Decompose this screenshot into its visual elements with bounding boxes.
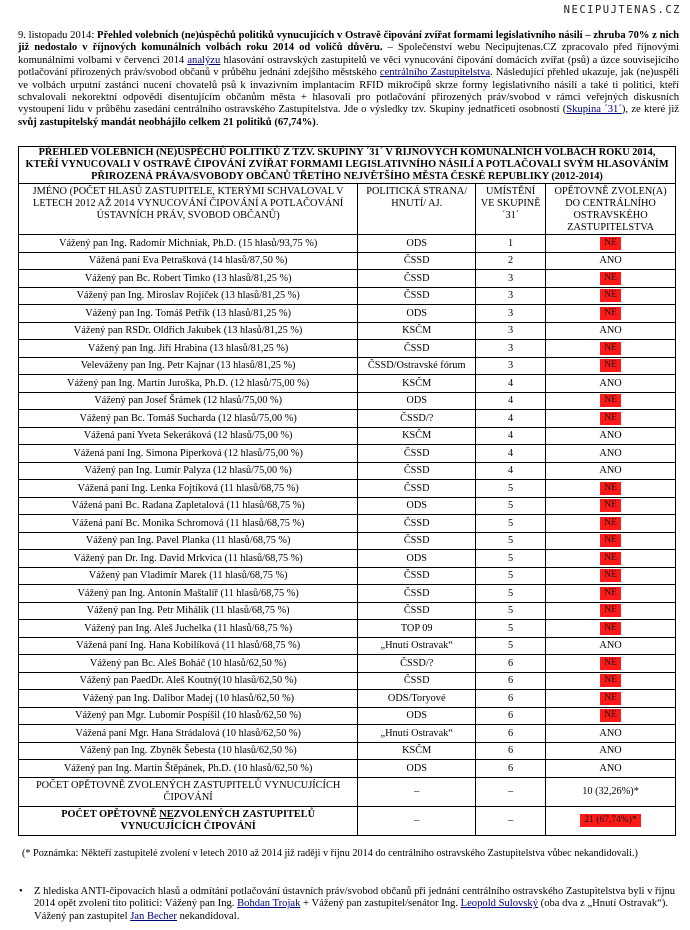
not-reelected-badge: NE — [600, 534, 621, 547]
not-reelected-badge: NE — [600, 272, 621, 285]
cell-name: Veleváženy pan Ing. Petr Kajnar (13 hlasů/81,25 %) — [19, 357, 358, 375]
cell-party: ČSSD — [358, 480, 476, 498]
cell-rank: 5 — [476, 515, 546, 533]
not-reelected-badge: NE — [600, 517, 621, 530]
analysis-link[interactable]: analýzu — [187, 54, 221, 66]
not-reelected-badge: NE — [600, 552, 621, 565]
cell-name: Vážená paní Yveta Sekeráková (12 hlasů/75,00 %) — [19, 427, 358, 445]
cell-party: ČSSD — [358, 287, 476, 305]
not-reelected-badge: NE — [600, 657, 621, 670]
summary-rank: – — [476, 806, 546, 835]
table-row — [19, 707, 676, 725]
cell-party: ČSSD — [358, 567, 476, 585]
cell-reelected — [546, 305, 676, 323]
cell-reelected — [546, 497, 676, 515]
cell-reelected: ANO — [546, 760, 676, 778]
cell-name: Vážený pan Josef Šrámek (12 hlasů/75,00 %) — [19, 392, 358, 410]
cell-party: ČSSD/? — [358, 410, 476, 428]
cell-party: ČSSD — [358, 252, 476, 270]
cell-name: Vážený pan Ing. Martin Juroška, Ph.D. (12 hlasů/75,00 %) — [19, 375, 358, 393]
cell-rank: 5 — [476, 532, 546, 550]
cell-reelected: ANO — [546, 427, 676, 445]
table-row — [19, 497, 676, 515]
cell-rank: 6 — [476, 760, 546, 778]
cell-reelected — [546, 235, 676, 253]
cell-name: Vážený pan Bc. Aleš Boháč (10 hlasů/62,50 %) — [19, 655, 358, 673]
cell-party: ČSSD/? — [358, 655, 476, 673]
intro-text: ), ze které již — [621, 104, 679, 116]
cell-party: ČSSD — [358, 340, 476, 358]
table-row — [19, 532, 676, 550]
cell-rank: 6 — [476, 742, 546, 760]
not-reelected-badge: NE — [600, 692, 621, 705]
cell-name: Vážený pan Ing. Martin Štěpánek, Ph.D. (10 hlasů/62,50 %) — [19, 760, 358, 778]
results-table — [18, 146, 676, 836]
cell-reelected: ANO — [546, 742, 676, 760]
cell-rank: 5 — [476, 480, 546, 498]
cell-name: Vážený pan RSDr. Oldřich Jakubek (13 hlasů/81,25 %) — [19, 322, 358, 340]
cell-party: „Hnutí Ostravak“ — [358, 725, 476, 743]
cell-name: Vážený pan Bc. Robert Timko (13 hlasů/81,25 %) — [19, 270, 358, 288]
cell-name: Vážená paní Ing. Hana Kobilíková (11 hlasů/68,75 %) — [19, 637, 358, 655]
table-row — [19, 235, 676, 253]
cell-rank: 3 — [476, 287, 546, 305]
not-reelected-badge: NE — [600, 587, 621, 600]
not-reelected-badge: NE — [600, 289, 621, 302]
cell-rank: 4 — [476, 392, 546, 410]
cell-party: ODS — [358, 550, 476, 568]
cell-party: KSČM — [358, 742, 476, 760]
not-reelected-badge: NE — [600, 412, 621, 425]
cell-party: ČSSD — [358, 672, 476, 690]
table-row — [19, 252, 676, 270]
cell-rank: 3 — [476, 270, 546, 288]
cell-rank: 3 — [476, 340, 546, 358]
table-header-row — [19, 184, 676, 235]
cell-rank: 5 — [476, 637, 546, 655]
cell-name: Vážený pan Ing. Tomáš Petřík (13 hlasů/81,25 %) — [19, 305, 358, 323]
cell-party: ODS/Toryové — [358, 690, 476, 708]
cell-reelected — [546, 585, 676, 603]
cell-reelected: ANO — [546, 375, 676, 393]
cell-name: Vážený pan Ing. Miroslav Rojíček (13 hlasů/81,25 %) — [19, 287, 358, 305]
cell-party: ODS — [358, 235, 476, 253]
summary-rank: – — [476, 777, 546, 806]
cell-rank: 5 — [476, 602, 546, 620]
cell-reelected: ANO — [546, 445, 676, 463]
cell-name: Vážený pan Ing. Radomír Michniak, Ph.D. (15 hlasů/93,75 %) — [19, 235, 358, 253]
cell-name: Vážený pan Ing. Lumír Palyza (12 hlasů/75,00 %) — [19, 462, 358, 480]
cell-reelected — [546, 690, 676, 708]
table-row — [19, 655, 676, 673]
table-row — [19, 287, 676, 305]
not-reelected-badge: NE — [600, 237, 621, 250]
cell-name: Vážený pan Bc. Tomáš Sucharda (12 hlasů/75,00 %) — [19, 410, 358, 428]
cell-rank: 3 — [476, 322, 546, 340]
cell-reelected — [546, 567, 676, 585]
summary-label: POČET OPĚTOVNĚ ZVOLENÝCH ZASTUPITELŮ VYNUCUJÍCÍCH ČIPOVÁNÍ — [19, 777, 358, 806]
cell-reelected — [546, 270, 676, 288]
group31-link[interactable]: Skupina ´31´ — [566, 104, 622, 116]
cell-rank: 6 — [476, 707, 546, 725]
cell-reelected — [546, 287, 676, 305]
cell-reelected: ANO — [546, 252, 676, 270]
table-row — [19, 305, 676, 323]
cell-reelected — [546, 410, 676, 428]
summary-party: – — [358, 777, 476, 806]
cell-name: Vážený pan Ing. Petr Mihálik (11 hlasů/68,75 %) — [19, 602, 358, 620]
cell-name: Vážená paní Ing. Simona Piperková (12 hlasů/75,00 %) — [19, 445, 358, 463]
cell-reelected — [546, 340, 676, 358]
bullet-dot: • — [19, 886, 23, 897]
cell-rank: 6 — [476, 725, 546, 743]
not-reelected-badge: NE — [600, 342, 621, 355]
table-row — [19, 760, 676, 778]
cell-name: Vážený pan Ing. Jiří Hrabina (13 hlasů/81,25 %) — [19, 340, 358, 358]
cell-rank: 6 — [476, 655, 546, 673]
cell-name: Vážený pan Ing. Zbyněk Šebesta (10 hlasů/62,50 %) — [19, 742, 358, 760]
bullet-item: • Z hlediska ANTI-čipovacích hlasů a odmítání potlačování ústavních práv/svobod občanů při jednání centrálního ostravského Zastupitelstva byli v říjnu 2014 opět zvoleni tito politici: Vážený pan Ing. Bohdan Trojak + Vážený pan zastupitel/senátor Ing. Leopold Sulovský (oba dva z „Hnutí Ostravak“). Vážený pan zastupitel Jan Becher nekandidoval. — [19, 886, 676, 922]
cell-name: Vážená paní Bc. Monika Schromová (11 hlasů/68,75 %) — [19, 515, 358, 533]
cell-reelected: ANO — [546, 637, 676, 655]
table-row — [19, 375, 676, 393]
cell-name: Vážený pan Dr. Ing. David Mrkvica (11 hlasů/68,75 %) — [19, 550, 358, 568]
table-row — [19, 445, 676, 463]
not-reelected-badge: NE — [600, 569, 621, 582]
cell-name: Vážený pan Ing. Aleš Juchelka (11 hlasů/68,75 %) — [19, 620, 358, 638]
summary-value: 10 (32,26%)* — [546, 777, 676, 806]
cell-party: „Hnutí Ostravak“ — [358, 637, 476, 655]
intro-text: . Následující přehled ukazuje, jak (ne)uspěli ve volbách urputní zastánci nucení chovatelů psů k invazivním implantacím RFID mikročipů skrze formy legislativního násilí a také ti politici, kteří schvalovali nekorektní odpovědi disentujícím občanům města + hlasovali pro potlačování přirozených práv/svobod v rámci veřejných diskusních vystoupení lidu v průběhu zasedání centrálního ostravského Zastupitelstva. Jde o výsledky tzv. Skupiny jednatřiceti osobností ( — [18, 67, 680, 116]
cell-party: ČSSD/Ostravské fórum — [358, 357, 476, 375]
header-name: JMÉNO (POČET HLASŮ ZASTUPITELE, KTERÝMI SCHVALOVAL V LETECH 2012 AŽ 2014 VYNUCOVÁNÍ ČIPOVÁNÍ A POTLAČOVÁNÍ ÚSTAVNÍCH PRÁV, SVOBOD OBČANŮ) — [19, 184, 358, 235]
cell-party: ČSSD — [358, 532, 476, 550]
cell-rank: 3 — [476, 305, 546, 323]
cell-party: ČSSD — [358, 445, 476, 463]
cell-rank: 5 — [476, 567, 546, 585]
cell-rank: 4 — [476, 375, 546, 393]
table-row — [19, 585, 676, 603]
cell-reelected — [546, 515, 676, 533]
cell-reelected — [546, 357, 676, 375]
cell-reelected — [546, 550, 676, 568]
cell-reelected — [546, 392, 676, 410]
summary-value — [546, 806, 676, 835]
cell-reelected — [546, 480, 676, 498]
site-logo-text: NECIPUJTENAS.CZ — [563, 4, 681, 16]
intro-text: . — [315, 116, 319, 128]
table-row — [19, 620, 676, 638]
not-reelected-badge: NE — [600, 622, 621, 635]
not-reelected-badge: NE — [600, 604, 621, 617]
cell-party: ČSSD — [358, 602, 476, 620]
not-reelected-badge: NE — [600, 674, 621, 687]
cell-rank: 5 — [476, 550, 546, 568]
cell-reelected — [546, 655, 676, 673]
cell-party: ČSSD — [358, 270, 476, 288]
cell-name: Vážený pan Mgr. Lubomír Pospíšil (10 hlasů/62,50 %) — [19, 707, 358, 725]
cell-name: Vážený pan Ing. Dalibor Madej (10 hlasů/62,50 %) — [19, 690, 358, 708]
intro-text: – Společenství webu Necipujtenas.CZ zpracovalo před říjnovými komunálními volbami v červenci 2014 — [18, 42, 680, 66]
cell-reelected — [546, 707, 676, 725]
not-reelected-badge: NE — [600, 482, 621, 495]
cell-party: ČSSD — [358, 515, 476, 533]
cell-party: ODS — [358, 497, 476, 515]
table-row — [19, 480, 676, 498]
sulovsky-link[interactable]: Leopold Sulovský — [460, 898, 539, 910]
cell-rank: 2 — [476, 252, 546, 270]
table-row — [19, 725, 676, 743]
cell-name: Vážená paní Mgr. Hana Strádalová (10 hlasů/62,50 %) — [19, 725, 358, 743]
table-caption: PŘEHLED VOLEBNÍCH (NE)ÚSPĚCHŮ POLITIKŮ Z TZV. SKUPINY ´31´ V ŘÍJNOVÝCH KOMUNÁLNÍCH VOLBÁCH ROKU 2014, KTEŘÍ VYNUCOVALI V OSTRAVĚ ČIPOVÁNÍ ZVÍŘAT FORMAMI LEGISLATIVNÍHO NÁSILÍ A POTLAČOVALI SVÝM HLASOVÁNÍM PŘIROZENÁ PRÁVA/SVOBODY OBČANŮ TŘETÍHO NEJVĚTŠÍHO MĚSTA ČESKÉ REPUBLIKY (2012-2014) — [19, 147, 676, 184]
header-rank: UMÍSTĚNÍ VE SKUPINĚ ´31´ — [476, 184, 546, 235]
summary-party: – — [358, 806, 476, 835]
summary-reelected-row — [19, 777, 676, 806]
footnote: (* Poznámka: Někteří zastupitelé zvolení v letech 2010 až 2014 již raději v říjnu 2014 do centrálního ostravského Zastupitelstva vůbec nekandidovali.) — [22, 848, 638, 859]
not-reelected-badge: NE — [600, 709, 621, 722]
cell-name: Vážený pan Vladimír Marek (11 hlasů/68,75 %) — [19, 567, 358, 585]
intro-date: 9. listopadu 2014: — [18, 30, 97, 41]
cell-rank: 4 — [476, 427, 546, 445]
cell-party: ODS — [358, 392, 476, 410]
table-row — [19, 427, 676, 445]
not-reelected-badge: NE — [600, 499, 621, 512]
table-row — [19, 672, 676, 690]
cell-reelected: ANO — [546, 725, 676, 743]
becher-link[interactable]: Jan Becher — [130, 910, 177, 922]
table-row — [19, 637, 676, 655]
table-row — [19, 392, 676, 410]
cell-rank: 5 — [476, 620, 546, 638]
cell-party: TOP 09 — [358, 620, 476, 638]
cell-reelected: ANO — [546, 462, 676, 480]
summary-label: POČET OPĚTOVNĚ NEZVOLENÝCH ZASTUPITELŮ VYNUCUJÍCÍCH ČIPOVÁNÍ — [19, 806, 358, 835]
table-row — [19, 515, 676, 533]
table-row — [19, 410, 676, 428]
table-row — [19, 550, 676, 568]
table-row — [19, 270, 676, 288]
cell-rank: 5 — [476, 585, 546, 603]
table-row — [19, 742, 676, 760]
intro-headline: Přehled volebních (ne)úspěchů politiků vynucujících v Ostravě čipování zvířat formami legislativního násilí – zhruba 70% z nich již nedostalo v říjnových komunálních volbách roku 2014 od voličů důvěru. — [18, 30, 679, 54]
cell-rank: 4 — [476, 410, 546, 428]
trojak-link[interactable]: Bohdan Trojak — [237, 898, 301, 910]
council-link[interactable]: centrálního Zastupitelstva — [379, 67, 491, 79]
intro-paragraph — [18, 30, 679, 129]
table-row — [19, 322, 676, 340]
not-reelected-badge: NE — [600, 359, 621, 372]
table-row — [19, 462, 676, 480]
cell-name: Vážená paní Ing. Lenka Fojtíková (11 hlasů/68,75 %) — [19, 480, 358, 498]
cell-name: Vážený pan Ing. Pavel Planka (11 hlasů/68,75 %) — [19, 532, 358, 550]
cell-rank: 6 — [476, 690, 546, 708]
cell-reelected: ANO — [546, 322, 676, 340]
header-party: POLITICKÁ STRANA/ HNUTÍ/ AJ. — [358, 184, 476, 235]
cell-rank: 5 — [476, 497, 546, 515]
cell-reelected — [546, 602, 676, 620]
cell-name: Vážená paní Bc. Radana Zapletalová (11 hlasů/68,75 %) — [19, 497, 358, 515]
summary-not-reelected-row — [19, 806, 676, 835]
cell-name: Vážená paní Eva Petrašková (14 hlasů/87,50 %) — [19, 252, 358, 270]
summary-red-badge: 21 (67,74%)* — [580, 814, 640, 827]
cell-rank: 3 — [476, 357, 546, 375]
cell-name: Vážený pan PaedDr. Aleš Koutný(10 hlasů/62,50 %) — [19, 672, 358, 690]
cell-party: ODS — [358, 760, 476, 778]
cell-party: ODS — [358, 707, 476, 725]
cell-party: ČSSD — [358, 585, 476, 603]
cell-party: KSČM — [358, 322, 476, 340]
intro-text: hlasování ostravských zastupitelů ve věci vynucování čipování domácích zvířat (psů) a úzce souvisejícího potlačování přirozených práv/svobod občanů v průběhu jednání zdejšího městského — [18, 54, 679, 79]
table-row — [19, 602, 676, 620]
table-row — [19, 567, 676, 585]
cell-rank: 4 — [476, 462, 546, 480]
cell-reelected — [546, 672, 676, 690]
table-row — [19, 357, 676, 375]
intro-highlight: svůj zastupitelský mandát neobhájilo celkem 21 politiků (67,74%) — [18, 116, 316, 128]
cell-party: KSČM — [358, 427, 476, 445]
table-row — [19, 340, 676, 358]
cell-party: ODS — [358, 305, 476, 323]
cell-reelected — [546, 532, 676, 550]
not-reelected-badge: NE — [600, 394, 621, 407]
cell-rank: 4 — [476, 445, 546, 463]
cell-reelected — [546, 620, 676, 638]
cell-name: Vážený pan Ing. Antonín Maštalíř (11 hlasů/68,75 %) — [19, 585, 358, 603]
cell-party: ČSSD — [358, 462, 476, 480]
cell-rank: 1 — [476, 235, 546, 253]
cell-rank: 6 — [476, 672, 546, 690]
header-reelected: OPĚTOVNĚ ZVOLEN(A) DO CENTRÁLNÍHO OSTRAVSKÉHO ZASTUPITELSTVA — [546, 184, 676, 235]
cell-party: KSČM — [358, 375, 476, 393]
table-row — [19, 690, 676, 708]
not-reelected-badge: NE — [600, 307, 621, 320]
